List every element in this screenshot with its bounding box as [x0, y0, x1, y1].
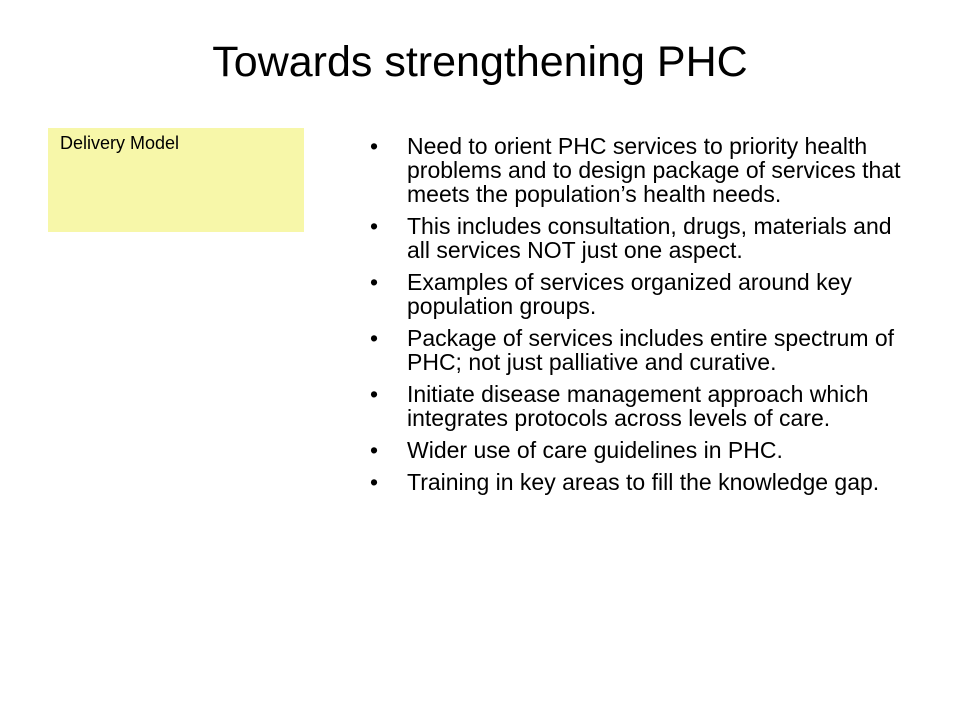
bullet-dot-icon: •	[370, 269, 379, 295]
bullet-text: Need to orient PHC services to priority health problems and to design package of services that meets the population’s health needs.	[407, 133, 901, 207]
bullet-item	[370, 214, 910, 262]
bullet-dot-icon: •	[370, 381, 379, 407]
bullet-item	[370, 470, 910, 494]
bullet-text: This includes consultation, drugs, materials and all services NOT just one aspect.	[407, 213, 892, 263]
slide-title: Towards strengthening PHC	[212, 38, 748, 86]
bullet-item	[370, 382, 910, 430]
bullet-text: Initiate disease management approach which integrates protocols across levels of care.	[407, 381, 869, 431]
bullet-text: Package of services includes entire spectrum of PHC; not just palliative and curative.	[407, 325, 895, 375]
delivery-model-label-box	[48, 128, 304, 232]
bullet-item	[370, 270, 910, 318]
label-box-text: Delivery Model	[60, 133, 180, 153]
bullet-item	[370, 326, 910, 374]
bullet-text: Training in key areas to fill the knowledge gap.	[407, 469, 880, 495]
bullet-dot-icon: •	[370, 133, 379, 159]
bullet-dot-icon: •	[370, 469, 379, 495]
bullet-dot-icon: •	[370, 213, 379, 239]
bullet-dot-icon: •	[370, 325, 379, 351]
bullet-dot-icon: •	[370, 437, 379, 463]
bullet-text: Examples of services organized around key population groups.	[407, 269, 852, 319]
bullet-list	[370, 134, 910, 502]
bullet-item	[370, 438, 910, 462]
bullet-text: Wider use of care guidelines in PHC.	[407, 437, 783, 463]
bullet-item	[370, 134, 910, 206]
